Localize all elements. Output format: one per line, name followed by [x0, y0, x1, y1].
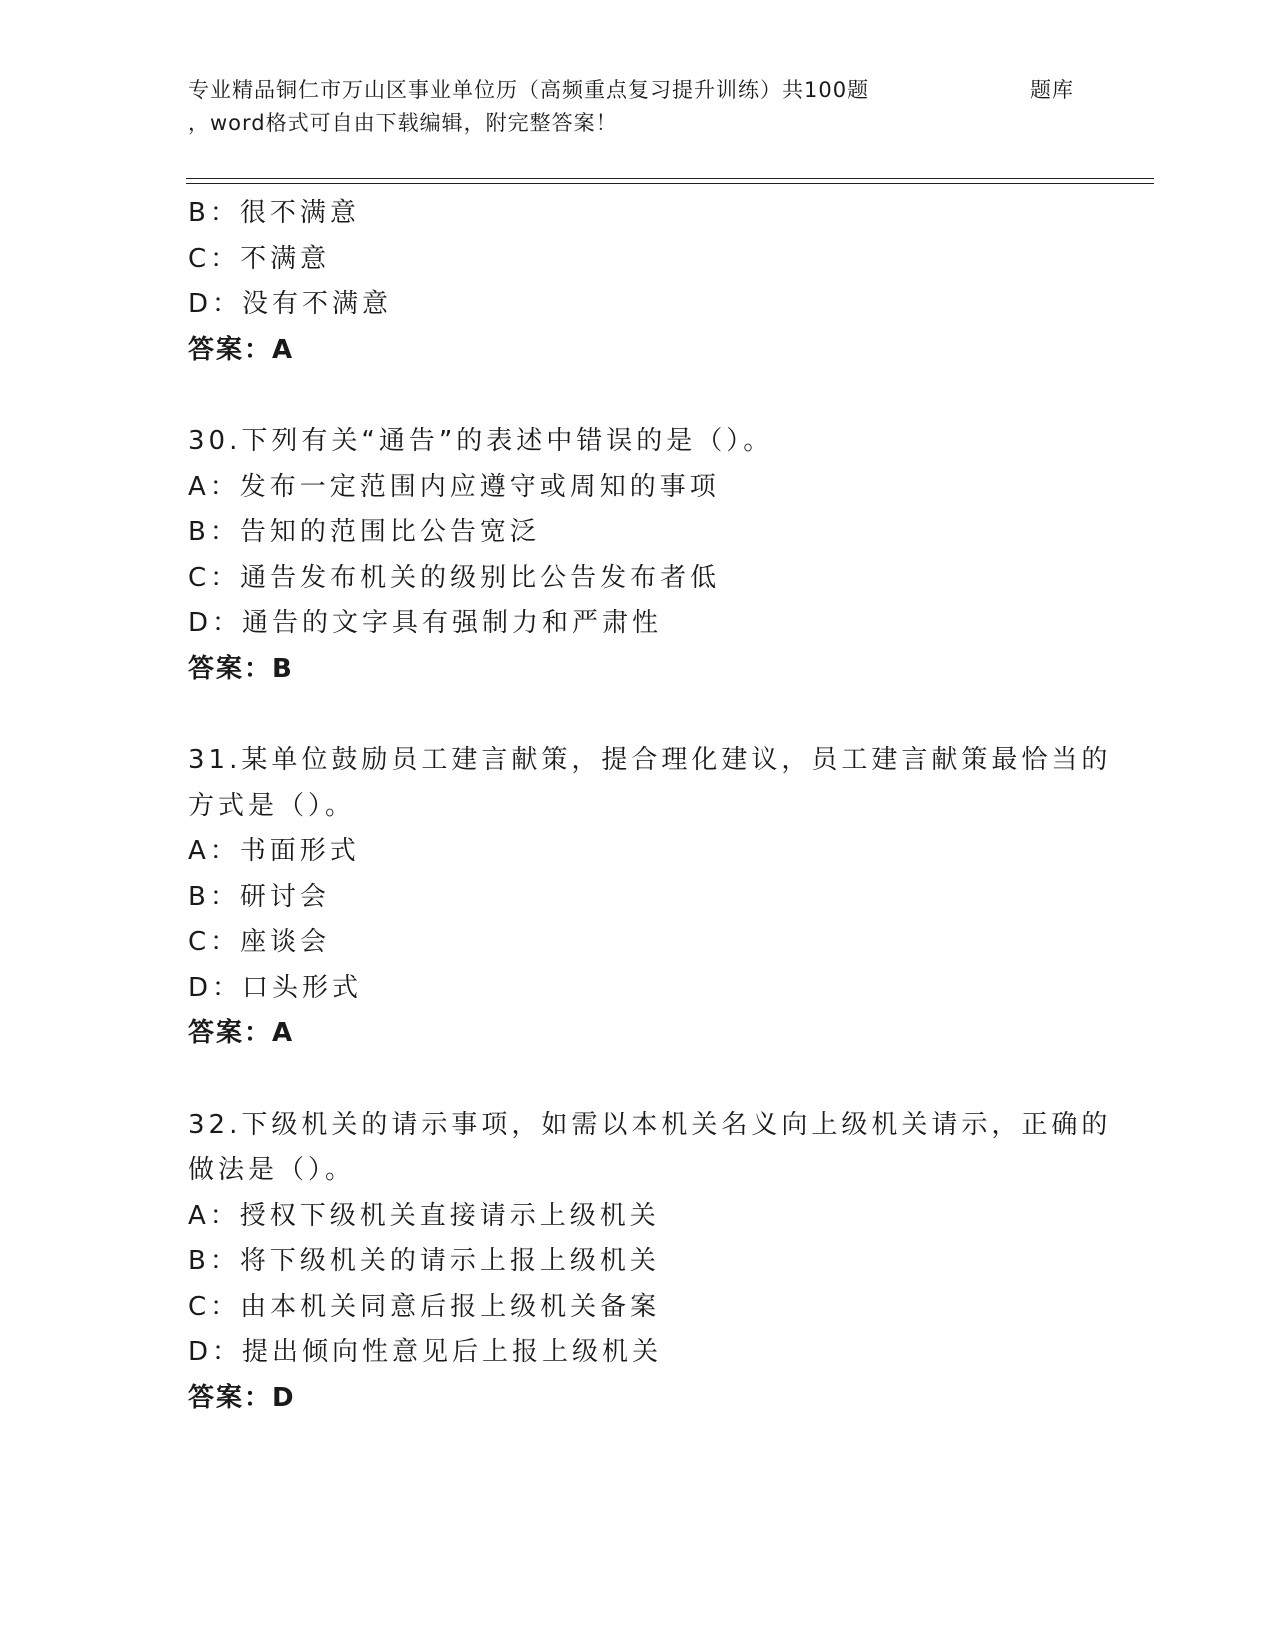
- option-d: D：口头形式: [188, 972, 363, 1003]
- question-stem-line-1: 32.下级机关的请示事项，如需以本机关名义向上级机关请示，正确的: [188, 1109, 1112, 1140]
- option-b: B：很不满意: [188, 198, 360, 228]
- option-a: A：授权下级机关直接请示上级机关: [188, 1200, 660, 1231]
- answer-label: 答案：B: [188, 653, 294, 684]
- spacer: [188, 373, 1088, 419]
- option-d: D：没有不满意: [188, 289, 393, 319]
- header-title: 专业精品铜仁市万山区事业单位历（高频重点复习提升训练）共100题: [188, 78, 870, 102]
- option-b: B：研讨会: [188, 881, 330, 912]
- answer-label: 答案：A: [188, 1018, 295, 1048]
- question-stem-line-2: 做法是（）。: [188, 1155, 356, 1185]
- option-c: C：由本机关同意后报上级机关备案: [188, 1291, 661, 1322]
- question-block-31: [188, 738, 1112, 1057]
- question-stem-line-2: 方式是（）。: [188, 790, 356, 821]
- header-title-line-2: ，word格式可自由下载编辑，附完整答案！: [188, 111, 618, 135]
- option-d: D：提出倾向性意见后上报上级机关: [188, 1337, 663, 1367]
- question-block-32: [188, 1103, 1112, 1422]
- question-stem: 30.下列有关“通告”的表述中错误的是（）。: [188, 426, 774, 456]
- question-stem-line-1: 31.某单位鼓励员工建言献策，提合理化建议，员工建言献策最恰当的: [188, 745, 1112, 775]
- question-block-30: [188, 419, 1088, 692]
- header-divider-bottom: [186, 183, 1154, 184]
- option-c: C：不满意: [188, 243, 331, 274]
- option-c: C：通告发布机关的级别比公告发布者低: [188, 562, 721, 593]
- answer-label: 答案：A: [188, 334, 295, 365]
- answer-label: 答案：D: [188, 1382, 296, 1413]
- header-divider-top: [186, 178, 1154, 179]
- page-header: [188, 74, 1088, 140]
- spacer: [188, 1057, 1088, 1103]
- option-a: A：书面形式: [188, 836, 360, 866]
- header-tag: 题库: [1030, 78, 1074, 102]
- header-title-line-1: [188, 74, 1088, 107]
- question-list: [188, 191, 1112, 1421]
- option-c: C：座谈会: [188, 927, 331, 957]
- option-a: A：发布一定范围内应遵守或周知的事项: [188, 471, 720, 502]
- question-block-previous: [188, 191, 1088, 373]
- option-b: B：将下级机关的请示上报上级机关: [188, 1246, 660, 1276]
- option-b: B：告知的范围比公告宽泛: [188, 517, 540, 547]
- spacer: [188, 692, 1088, 738]
- option-d: D：通告的文字具有强制力和严肃性: [188, 608, 663, 638]
